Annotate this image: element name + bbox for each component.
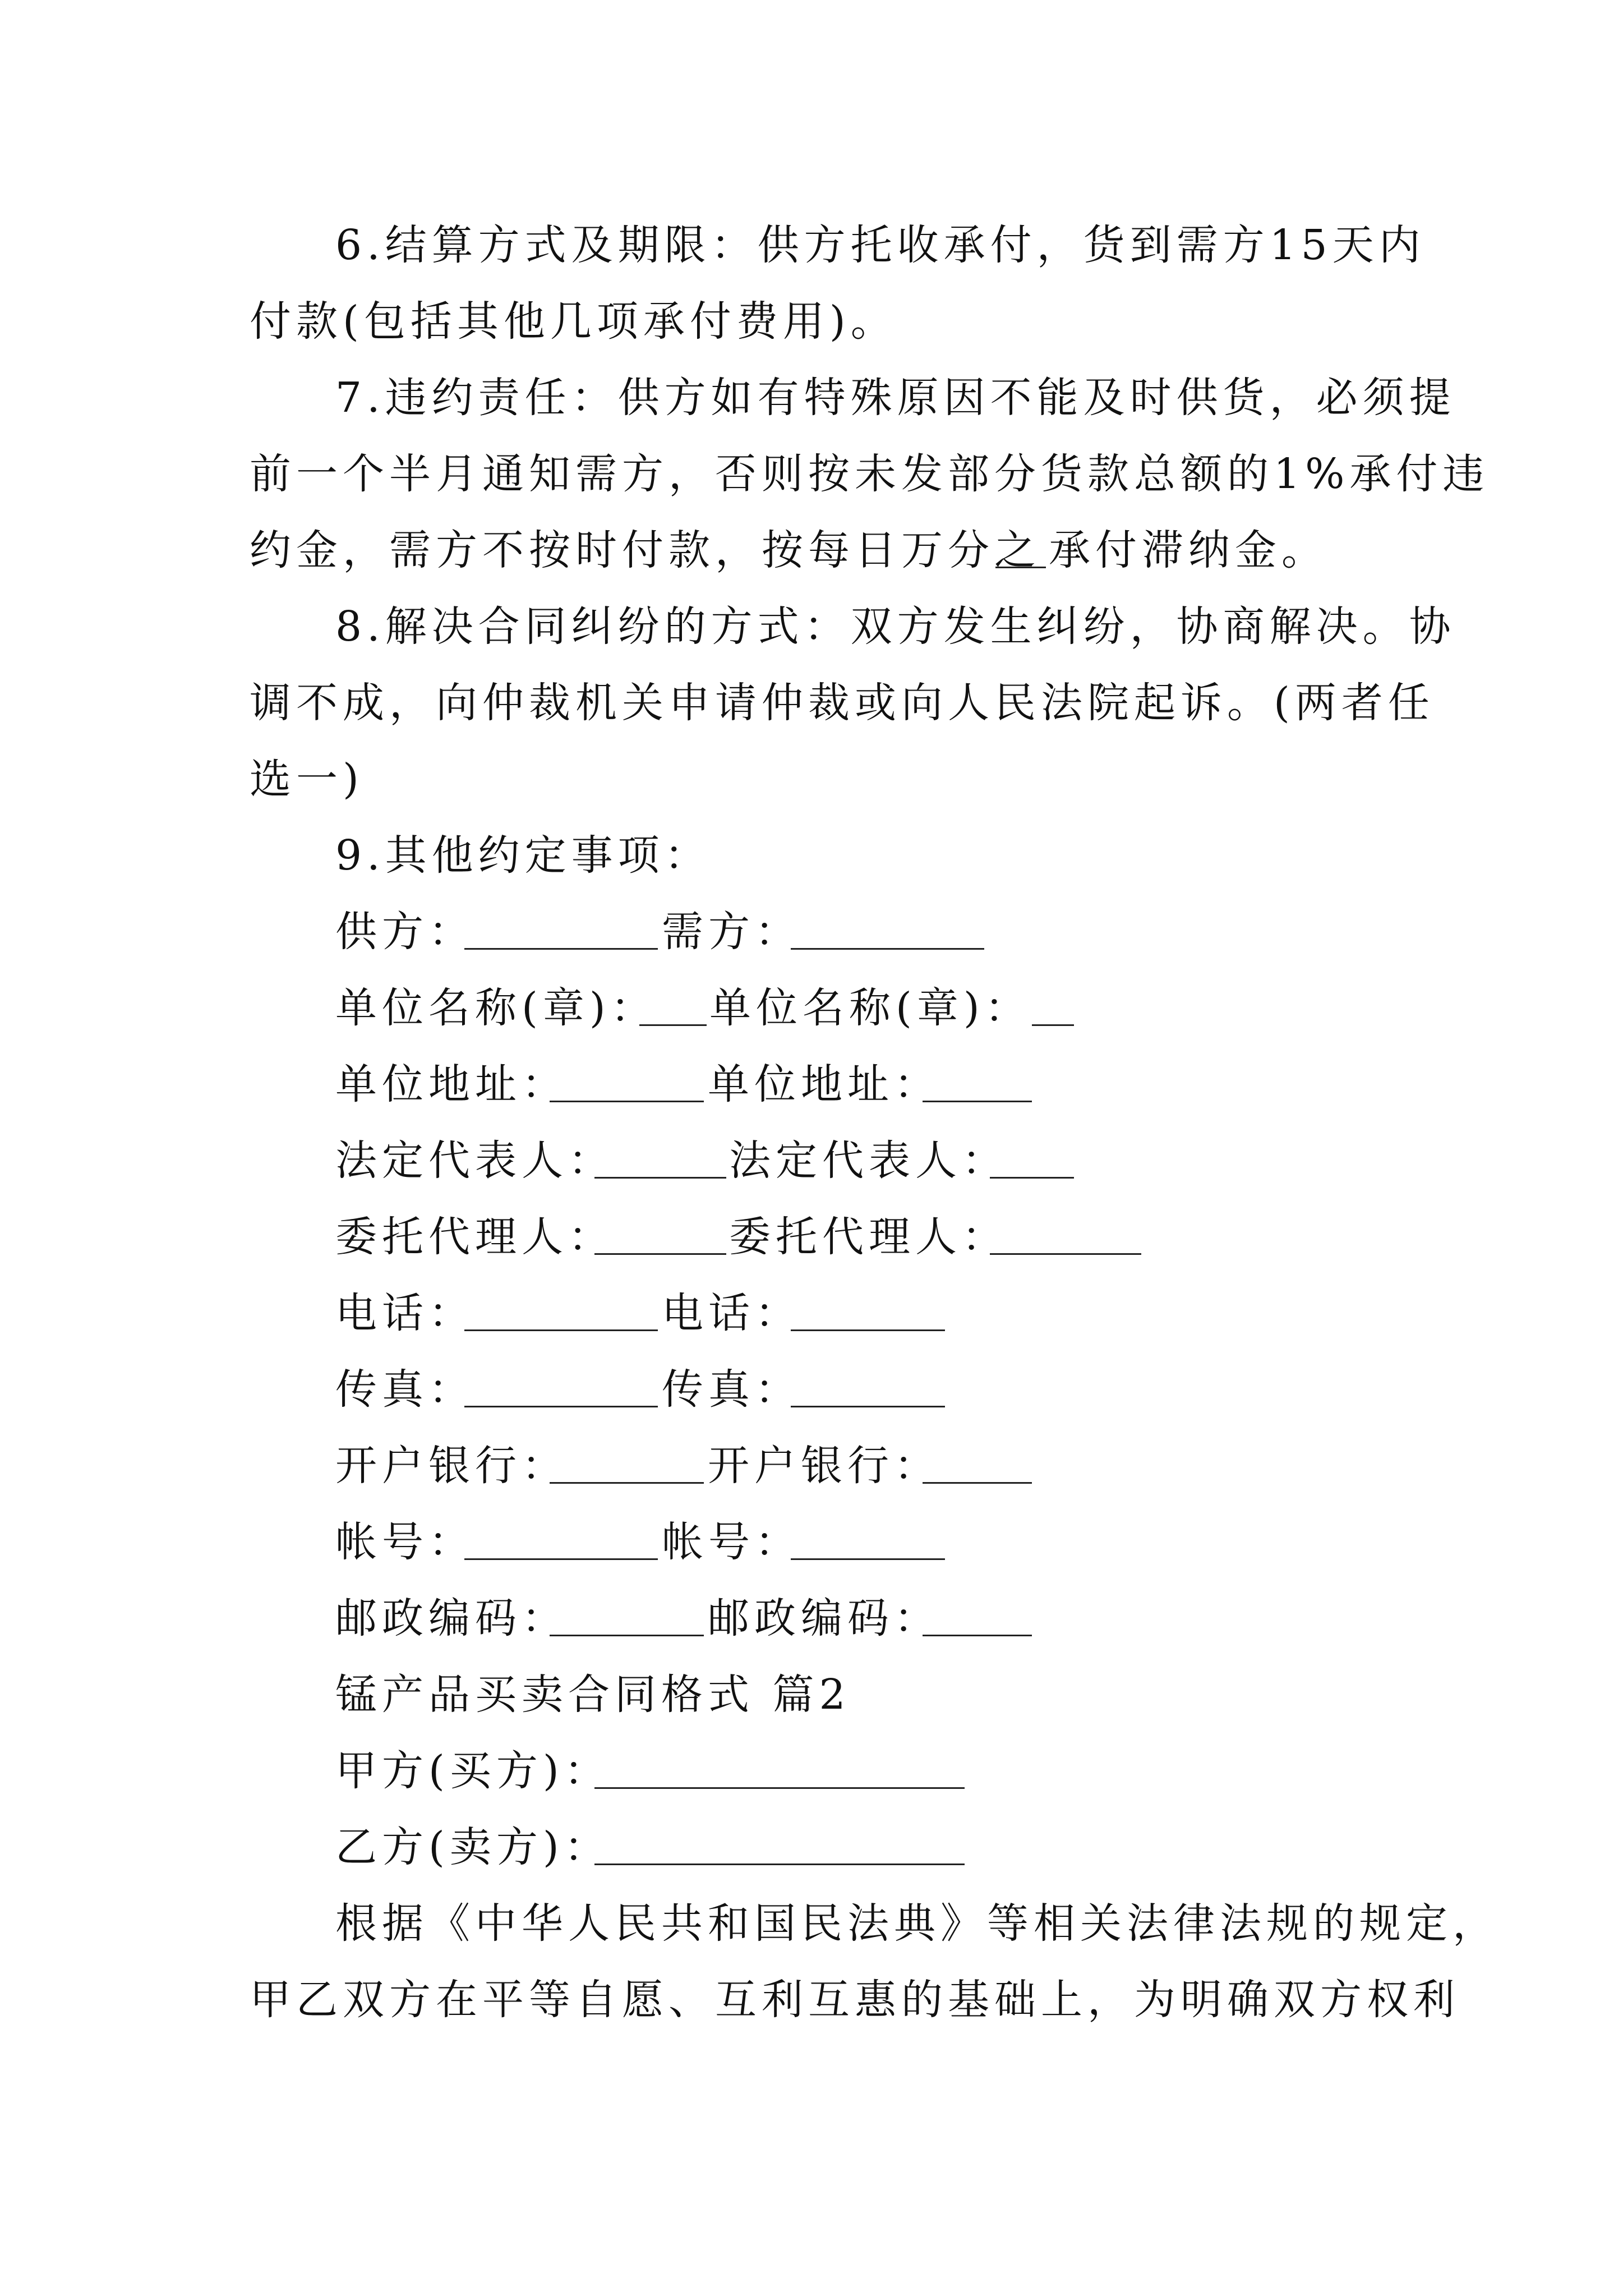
section-2-intro-line-1: 根据《中华人民共和国民法典》等相关法律法规的规定， bbox=[335, 1899, 1499, 1948]
clause-8-line-3: 选一) bbox=[250, 755, 364, 803]
supplier-account-label: 帐号： bbox=[335, 1518, 475, 1566]
supplier-account-blank[interactable] bbox=[464, 1558, 658, 1560]
buyer-bank-label: 开户银行： bbox=[708, 1442, 940, 1490]
clause-7-line-3b: 承付滞纳金。 bbox=[1049, 526, 1328, 574]
party-b-label: 乙方(卖方)： bbox=[335, 1823, 611, 1871]
party-a-label: 甲方(买方)： bbox=[335, 1747, 611, 1795]
supplier-agent-blank[interactable] bbox=[594, 1253, 726, 1255]
supplier-address-label: 单位地址： bbox=[335, 1060, 568, 1108]
buyer-blank[interactable] bbox=[791, 948, 984, 950]
clause-7-line-1: 7.违约责任：供方如有特殊原因不能及时供货，必须提 bbox=[335, 374, 1456, 422]
supplier-postcode-label: 邮政编码： bbox=[335, 1594, 568, 1642]
supplier-company-name-blank[interactable] bbox=[639, 1024, 707, 1026]
buyer-address-blank[interactable] bbox=[923, 1101, 1032, 1102]
supplier-label: 供方： bbox=[335, 908, 475, 956]
clause-9-heading: 9.其他约定事项： bbox=[335, 831, 711, 880]
supplier-postcode-blank[interactable] bbox=[550, 1635, 704, 1636]
supplier-phone-label: 电话： bbox=[335, 1289, 475, 1337]
buyer-company-name-label: 单位名称(章)： bbox=[709, 984, 1031, 1032]
buyer-address-label: 单位地址： bbox=[708, 1060, 940, 1108]
buyer-label: 需方： bbox=[662, 908, 801, 956]
late-fee-rate-blank[interactable] bbox=[995, 567, 1046, 568]
supplier-fax-label: 传真： bbox=[335, 1365, 475, 1414]
buyer-bank-blank[interactable] bbox=[923, 1482, 1032, 1484]
supplier-fax-blank[interactable] bbox=[464, 1406, 658, 1407]
clause-7-line-2: 前一个半月通知需方，否则按未发部分货款总额的1%承付违 bbox=[250, 450, 1490, 498]
buyer-fax-label: 传真： bbox=[662, 1365, 801, 1414]
section-2-intro-line-2: 甲乙双方在平等自愿、互利互惠的基础上，为明确双方权利 bbox=[250, 1976, 1460, 2024]
supplier-agent-label: 委托代理人： bbox=[335, 1213, 615, 1261]
buyer-postcode-blank[interactable] bbox=[923, 1635, 1032, 1636]
clause-6-line-2: 付款(包括其他几项承付费用)。 bbox=[250, 297, 897, 346]
supplier-bank-label: 开户银行： bbox=[335, 1442, 568, 1490]
party-a-blank[interactable] bbox=[594, 1787, 965, 1789]
buyer-legal-rep-label: 法定代表人： bbox=[729, 1137, 1008, 1185]
supplier-phone-blank[interactable] bbox=[464, 1329, 658, 1331]
supplier-legal-rep-label: 法定代表人： bbox=[335, 1137, 615, 1185]
supplier-blank[interactable] bbox=[464, 948, 658, 950]
buyer-agent-blank[interactable] bbox=[990, 1253, 1141, 1255]
clause-6-line-1: 6.结算方式及期限：供方托收承付，货到需方15天内 bbox=[335, 221, 1426, 269]
supplier-company-name-label: 单位名称(章)： bbox=[335, 984, 657, 1032]
buyer-phone-label: 电话： bbox=[662, 1289, 801, 1337]
buyer-account-label: 帐号： bbox=[662, 1518, 801, 1566]
buyer-fax-blank[interactable] bbox=[791, 1406, 945, 1407]
section-2-heading: 锰产品买卖合同格式 篇2 bbox=[335, 1671, 851, 1719]
buyer-company-name-blank[interactable] bbox=[1032, 1024, 1074, 1026]
party-b-blank[interactable] bbox=[594, 1864, 965, 1865]
buyer-phone-blank[interactable] bbox=[791, 1329, 945, 1331]
buyer-postcode-label: 邮政编码： bbox=[708, 1594, 940, 1642]
clause-7-line-3a: 约金，需方不按时付款，按每日万分之 bbox=[250, 526, 1041, 574]
supplier-legal-rep-blank[interactable] bbox=[594, 1177, 726, 1179]
clause-8-line-1: 8.解决合同纠纷的方式：双方发生纠纷，协商解决。协 bbox=[335, 602, 1456, 651]
buyer-legal-rep-blank[interactable] bbox=[990, 1177, 1074, 1179]
buyer-agent-label: 委托代理人： bbox=[729, 1213, 1008, 1261]
clause-8-line-2: 调不成，向仲裁机关申请仲裁或向人民法院起诉。(两者任 bbox=[250, 679, 1435, 727]
supplier-bank-blank[interactable] bbox=[550, 1482, 704, 1484]
supplier-address-blank[interactable] bbox=[550, 1101, 704, 1102]
buyer-account-blank[interactable] bbox=[791, 1558, 945, 1560]
